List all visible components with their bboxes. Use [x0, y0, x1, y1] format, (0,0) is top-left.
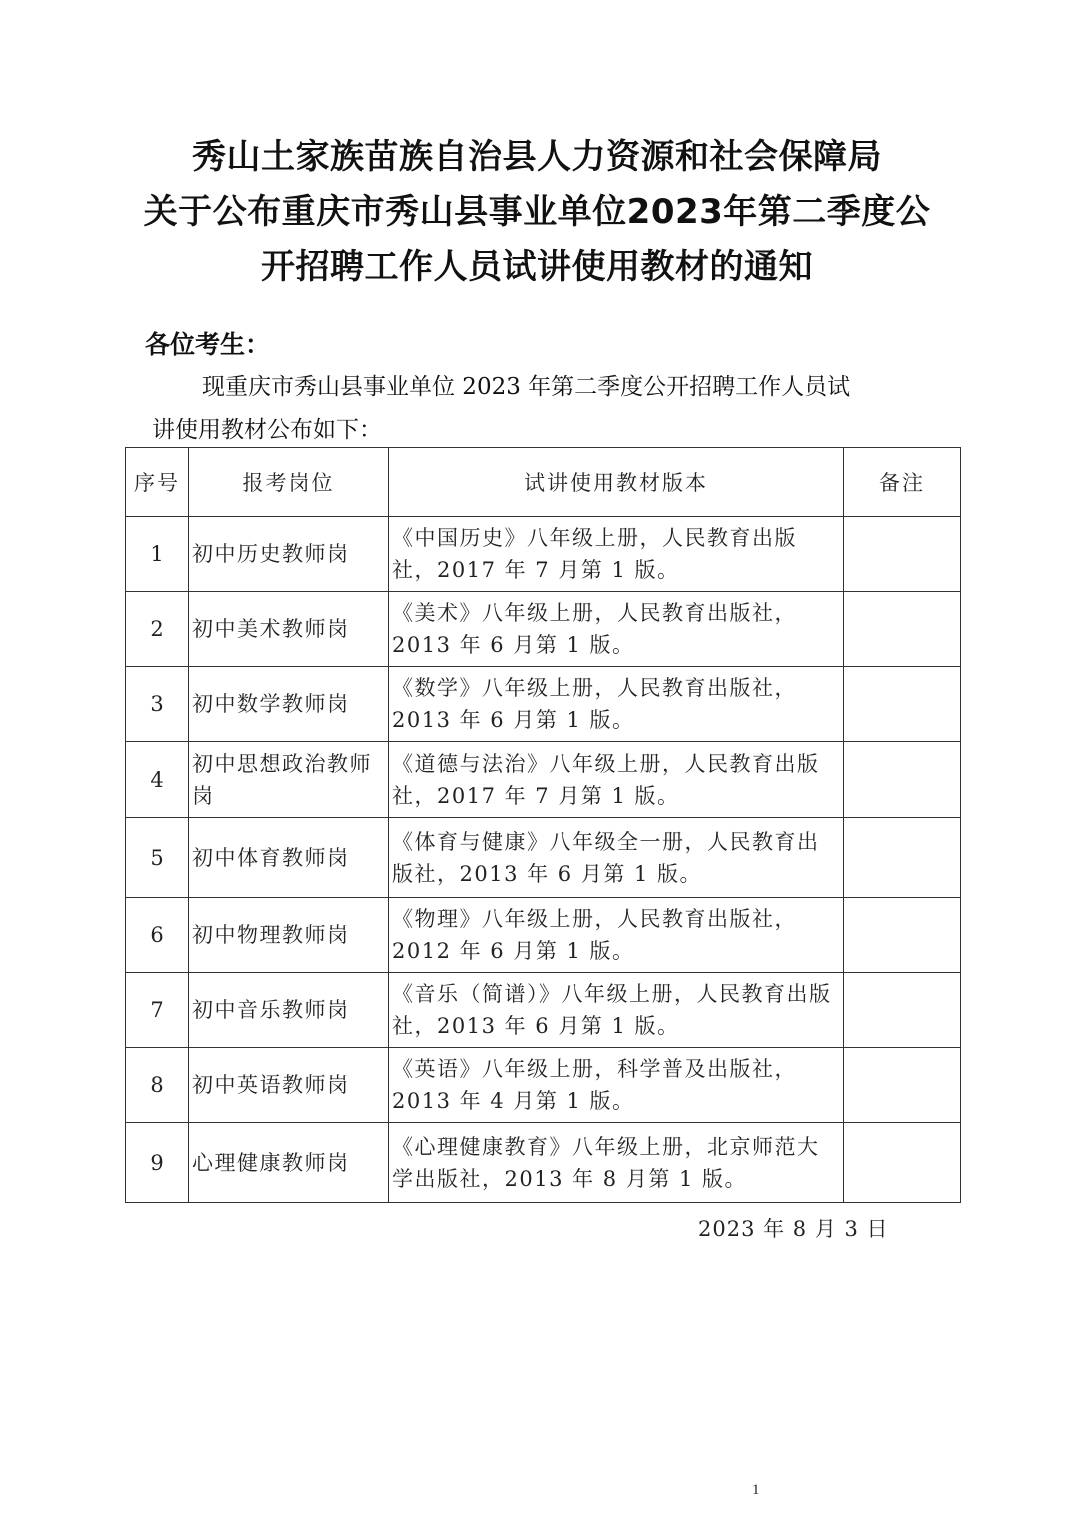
title-line-1: 秀山土家族苗族自治县人力资源和社会保障局 — [192, 137, 882, 177]
row-no-cell: 7 — [126, 973, 189, 1048]
table-row — [126, 973, 961, 1048]
row-no-cell: 1 — [126, 517, 189, 592]
row-textbook-cell: 《英语》八年级上册，科学普及出版社，2013 年 4 月第 1 版。 — [389, 1048, 844, 1123]
row-no-cell: 2 — [126, 592, 189, 667]
document-title — [100, 130, 974, 295]
row-remark-cell — [844, 973, 961, 1048]
row-post-cell: 初中物理教师岗 — [189, 898, 389, 973]
row-textbook-cell: 《物理》八年级上册，人民教育出版社，2012 年 6 月第 1 版。 — [389, 898, 844, 973]
salutation: 各位考生： — [145, 330, 271, 359]
row-post-cell: 初中英语教师岗 — [189, 1048, 389, 1123]
intro-paragraph — [152, 366, 932, 452]
table-row — [126, 592, 961, 667]
table-header-row — [126, 448, 961, 517]
row-remark-cell — [844, 1123, 961, 1203]
table-row — [126, 667, 961, 742]
row-textbook-cell: 《体育与健康》八年级全一册，人民教育出版社，2013 年 6 月第 1 版。 — [389, 818, 844, 898]
row-post-cell: 初中历史教师岗 — [189, 517, 389, 592]
intro-line-2: 讲使用教材公布如下： — [152, 417, 382, 443]
header-textbook: 试讲使用教材版本 — [389, 448, 844, 517]
row-no-cell: 4 — [126, 742, 189, 818]
row-textbook-cell: 《中国历史》八年级上册，人民教育出版社，2017 年 7 月第 1 版。 — [389, 517, 844, 592]
issue-date: 2023 年 8 月 3 日 — [698, 1217, 889, 1241]
row-no-cell: 9 — [126, 1123, 189, 1203]
row-textbook-cell: 《心理健康教育》八年级上册，北京师范大学出版社，2013 年 8 月第 1 版。 — [389, 1123, 844, 1203]
textbook-table — [125, 447, 961, 1203]
row-remark-cell — [844, 1048, 961, 1123]
table-row — [126, 1048, 961, 1123]
row-no-cell: 6 — [126, 898, 189, 973]
row-post-cell: 初中思想政治教师岗 — [189, 742, 389, 818]
row-remark-cell — [844, 742, 961, 818]
row-textbook-cell: 《美术》八年级上册，人民教育出版社，2013 年 6 月第 1 版。 — [389, 592, 844, 667]
header-post: 报考岗位 — [189, 448, 389, 517]
table-row — [126, 742, 961, 818]
page-number: 1 — [752, 1482, 760, 1498]
table-row — [126, 818, 961, 898]
row-no-cell: 8 — [126, 1048, 189, 1123]
row-textbook-cell: 《数学》八年级上册，人民教育出版社，2013 年 6 月第 1 版。 — [389, 667, 844, 742]
row-post-cell: 初中美术教师岗 — [189, 592, 389, 667]
row-remark-cell — [844, 898, 961, 973]
row-post-cell: 初中数学教师岗 — [189, 667, 389, 742]
row-post-cell: 初中体育教师岗 — [189, 818, 389, 898]
row-post-cell: 初中音乐教师岗 — [189, 973, 389, 1048]
title-line-3: 开招聘工作人员试讲使用教材的通知 — [261, 247, 813, 287]
row-remark-cell — [844, 592, 961, 667]
header-remark: 备注 — [844, 448, 961, 517]
row-remark-cell — [844, 818, 961, 898]
row-remark-cell — [844, 667, 961, 742]
table-row — [126, 898, 961, 973]
table-row — [126, 517, 961, 592]
row-textbook-cell: 《道德与法治》八年级上册，人民教育出版社，2017 年 7 月第 1 版。 — [389, 742, 844, 818]
row-no-cell: 5 — [126, 818, 189, 898]
row-no-cell: 3 — [126, 667, 189, 742]
table-row — [126, 1123, 961, 1203]
intro-line-1: 现重庆市秀山县事业单位 2023 年第二季度公开招聘工作人员试 — [202, 374, 851, 400]
title-line-2: 关于公布重庆市秀山县事业单位2023年第二季度公 — [143, 192, 931, 232]
header-no: 序号 — [126, 448, 189, 517]
table-body — [126, 517, 961, 1203]
row-textbook-cell: 《音乐（简谱）》八年级上册，人民教育出版社，2013 年 6 月第 1 版。 — [389, 973, 844, 1048]
row-post-cell: 心理健康教师岗 — [189, 1123, 389, 1203]
row-remark-cell — [844, 517, 961, 592]
